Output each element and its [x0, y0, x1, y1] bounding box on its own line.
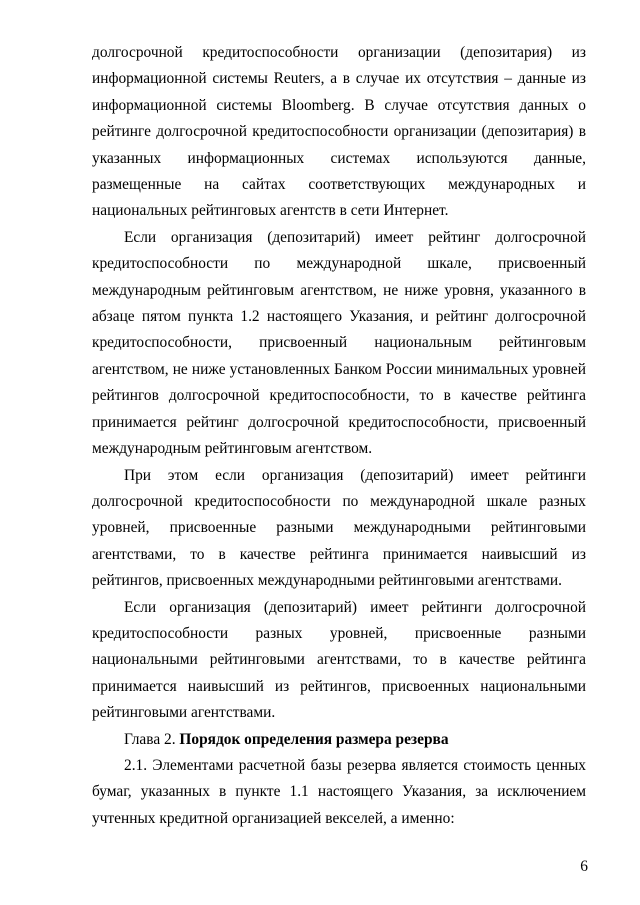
- page-number: 6: [580, 858, 588, 875]
- chapter-number: Глава 2.: [124, 730, 176, 748]
- text-line: кредитоспособности разных уровней, присвоенные разными: [92, 624, 586, 642]
- paragraph-multiple-international-ratings: [92, 463, 586, 595]
- text-line: национальными рейтинговыми агентствами, то в качестве рейтинга: [92, 651, 586, 669]
- text-line: учтенных кредитной организацией векселей, а именно:: [92, 809, 455, 827]
- text-line: международным рейтинговым агентством, не ниже уровня, указанного в: [92, 281, 586, 299]
- paragraph-international-and-national-rating: [92, 225, 586, 463]
- text-line: агентством, не ниже установленных Банком России минимальных уровней: [92, 360, 586, 378]
- text-line: информационной системы Bloomberg. В случае отсутствия данных о: [92, 96, 586, 114]
- chapter-heading: [92, 727, 586, 753]
- text-line: принимается наивысший из рейтингов, присвоенных национальными: [92, 677, 586, 695]
- text-line: кредитоспособности, присвоенный национальным рейтинговым: [92, 334, 586, 352]
- text-line: международным рейтинговым агентством.: [92, 440, 373, 458]
- text-line: размещенные на сайтах соответствующих международных и: [92, 176, 586, 194]
- text-line: Если организация (депозитарий) имеет рейтинг долгосрочной: [124, 228, 586, 246]
- paragraph-rating-sources: [92, 40, 586, 225]
- text-line: При этом если организация (депозитарий) имеет рейтинги: [124, 466, 586, 484]
- page-body: [92, 40, 586, 832]
- text-line: бумаг, указанных в пункте 1.1 настоящего Указания, за исключением: [92, 783, 586, 801]
- text-line: долгосрочной кредитоспособности организации (депозитария) из: [92, 44, 586, 61]
- text-line: Если организация (депозитарий) имеет рейтинги долгосрочной: [124, 598, 586, 616]
- text-line: принимается рейтинг долгосрочной кредитоспособности, присвоенный: [92, 413, 586, 431]
- text-line: рейтингов, присвоенных международными рейтинговыми агентствами.: [92, 572, 562, 590]
- text-line: рейтинге долгосрочной кредитоспособности организации (депозитария) в: [92, 123, 586, 141]
- text-line: долгосрочной кредитоспособности по международной шкале разных: [92, 492, 586, 510]
- paragraph-multiple-national-ratings: [92, 595, 586, 727]
- text-line: уровней, присвоенные разными международными рейтинговыми: [92, 519, 586, 537]
- text-line: рейтинговыми агентствами.: [92, 704, 276, 722]
- text-line: агентствами, то в качестве рейтинга принимается наивысший из: [92, 545, 586, 563]
- text-line: указанных информационных системах используются данные,: [92, 149, 586, 167]
- text-line: абзаце пятом пункта 1.2 настоящего Указания, и рейтинг долгосрочной: [92, 308, 586, 326]
- text-line: 2.1. Элементами расчетной базы резерва является стоимость ценных: [124, 756, 586, 774]
- text-line: национальных рейтинговых агентств в сети Интернет.: [92, 202, 449, 220]
- text-line: информационной системы Reuters, а в случае их отсутствия – данные из: [92, 70, 586, 88]
- section-2-1: [92, 753, 586, 832]
- chapter-title: Порядок определения размера резерва: [179, 730, 449, 748]
- text-line: рейтингов долгосрочной кредитоспособности, то в качестве рейтинга: [92, 387, 586, 405]
- text-line: кредитоспособности по международной шкале, присвоенный: [92, 255, 586, 273]
